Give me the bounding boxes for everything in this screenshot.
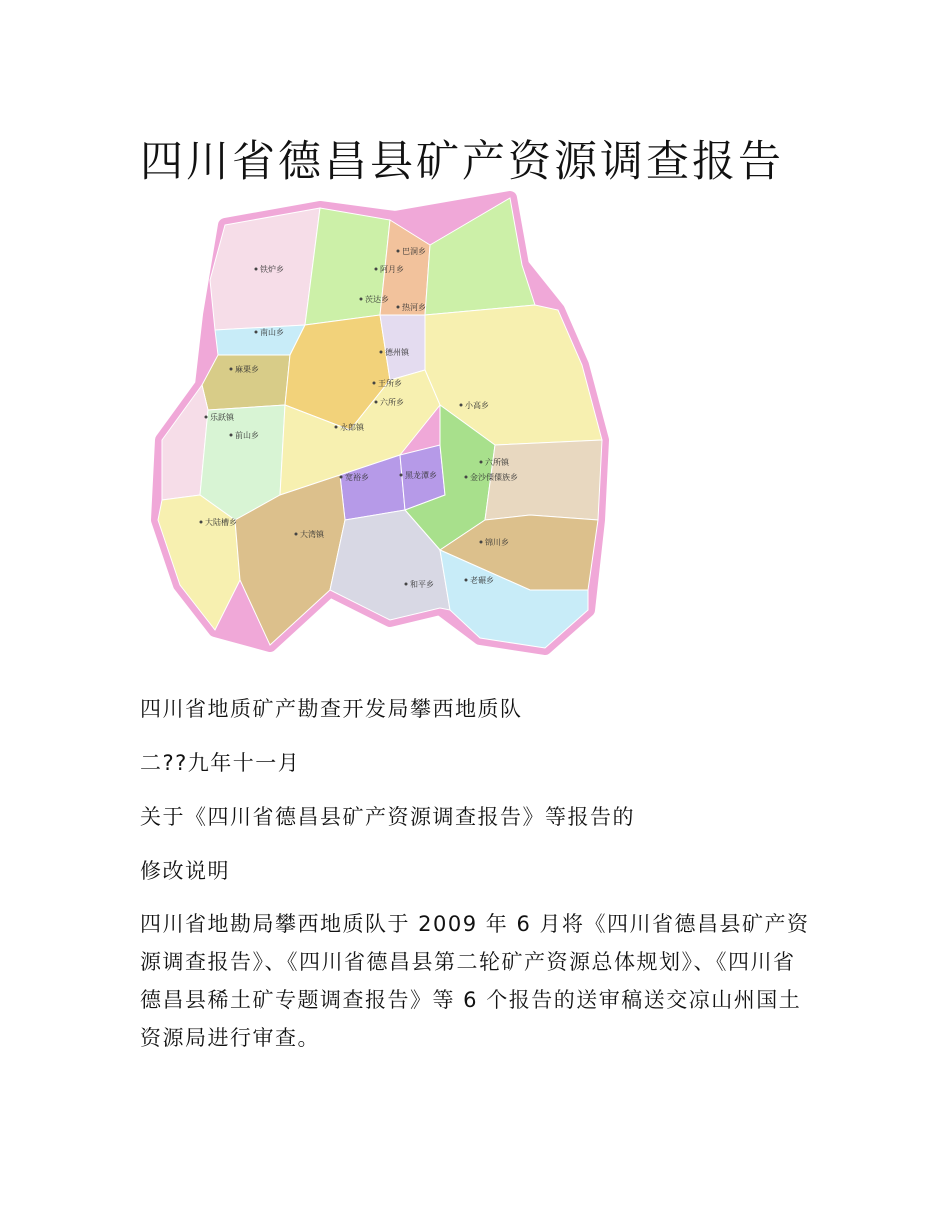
- map-region-label: 老碾乡: [470, 576, 494, 585]
- map-region-label: 王所乡: [378, 379, 402, 388]
- map-region-label: 小高乡: [465, 401, 489, 410]
- map-label-dot: [400, 474, 403, 477]
- map-label-dot: [380, 351, 383, 354]
- map-region-label: 和平乡: [410, 580, 434, 589]
- map-label-dot: [335, 426, 338, 429]
- map-label-dot: [200, 521, 203, 524]
- map-region-label: 前山乡: [235, 431, 259, 440]
- map-region-label: 六所镇: [485, 458, 509, 467]
- map-label-dot: [360, 298, 363, 301]
- body-paragraph: 四川省地勘局攀西地质队于 2009 年 6 月将《四川省德昌县矿产资源调查报告》、《四川省德昌县第二轮矿产资源总体规划》、《四川省德昌县稀土矿专题调查报告》等 6 个报告的送审稿送交凉山州国土资源局进行审查。: [140, 912, 810, 1050]
- map-label-dot: [375, 401, 378, 404]
- map-label-dot: [230, 368, 233, 371]
- map-region-label: 麻栗乡: [235, 365, 259, 374]
- map-label-dot: [375, 268, 378, 271]
- map-region-label: 六所乡: [380, 398, 404, 407]
- map-region-label: 乐跃镇: [210, 413, 234, 422]
- map-region-label: 茨达乡: [365, 295, 389, 304]
- map-label-dot: [460, 404, 463, 407]
- map-label-dot: [397, 306, 400, 309]
- map-region-label: 德州镇: [385, 348, 409, 357]
- map-region-label: 黑龙潭乡: [405, 471, 437, 480]
- map-region-label: 热河乡: [402, 303, 426, 312]
- section-heading-line1: 关于《四川省德昌县矿产资源调查报告》等报告的: [140, 805, 635, 829]
- map-label-dot: [230, 434, 233, 437]
- county-map: [140, 190, 610, 660]
- map-region-label: 大陆槽乡: [205, 518, 237, 527]
- map-label-dot: [480, 541, 483, 544]
- map-region-label: 巴洞乡: [402, 247, 426, 256]
- map-region-label: 南山乡: [260, 328, 284, 337]
- page-title: 四川省德昌县矿产资源调查报告: [140, 137, 784, 187]
- organization-line: 四川省地质矿产勘查开发局攀西地质队: [140, 697, 523, 721]
- map-region-label: 阿月乡: [380, 265, 404, 274]
- map-label-dot: [340, 476, 343, 479]
- map-region-label: 大湾镇: [300, 530, 324, 539]
- map-label-dot: [255, 268, 258, 271]
- map-region-label: 宽裕乡: [345, 473, 369, 482]
- map-label-dot: [480, 461, 483, 464]
- date-line: 二??九年十一月: [140, 751, 301, 775]
- map-label-dot: [295, 533, 298, 536]
- map-region-olive: [202, 355, 290, 410]
- section-heading-line2: 修改说明: [140, 859, 230, 883]
- map-label-dot: [205, 416, 208, 419]
- map-region-label: 铁炉乡: [260, 265, 284, 274]
- map-label-dot: [255, 331, 258, 334]
- map-region-label: 金沙傈僳族乡: [470, 473, 518, 482]
- map-region-green-n: [305, 208, 390, 325]
- map-label-dot: [465, 476, 468, 479]
- map-label-dot: [465, 579, 468, 582]
- map-region-label: 永郎镇: [340, 423, 364, 432]
- county-map-svg: [140, 190, 610, 660]
- map-label-dot: [373, 382, 376, 385]
- map-region-label: 锦川乡: [485, 538, 509, 547]
- map-label-dot: [405, 583, 408, 586]
- map-label-dot: [397, 250, 400, 253]
